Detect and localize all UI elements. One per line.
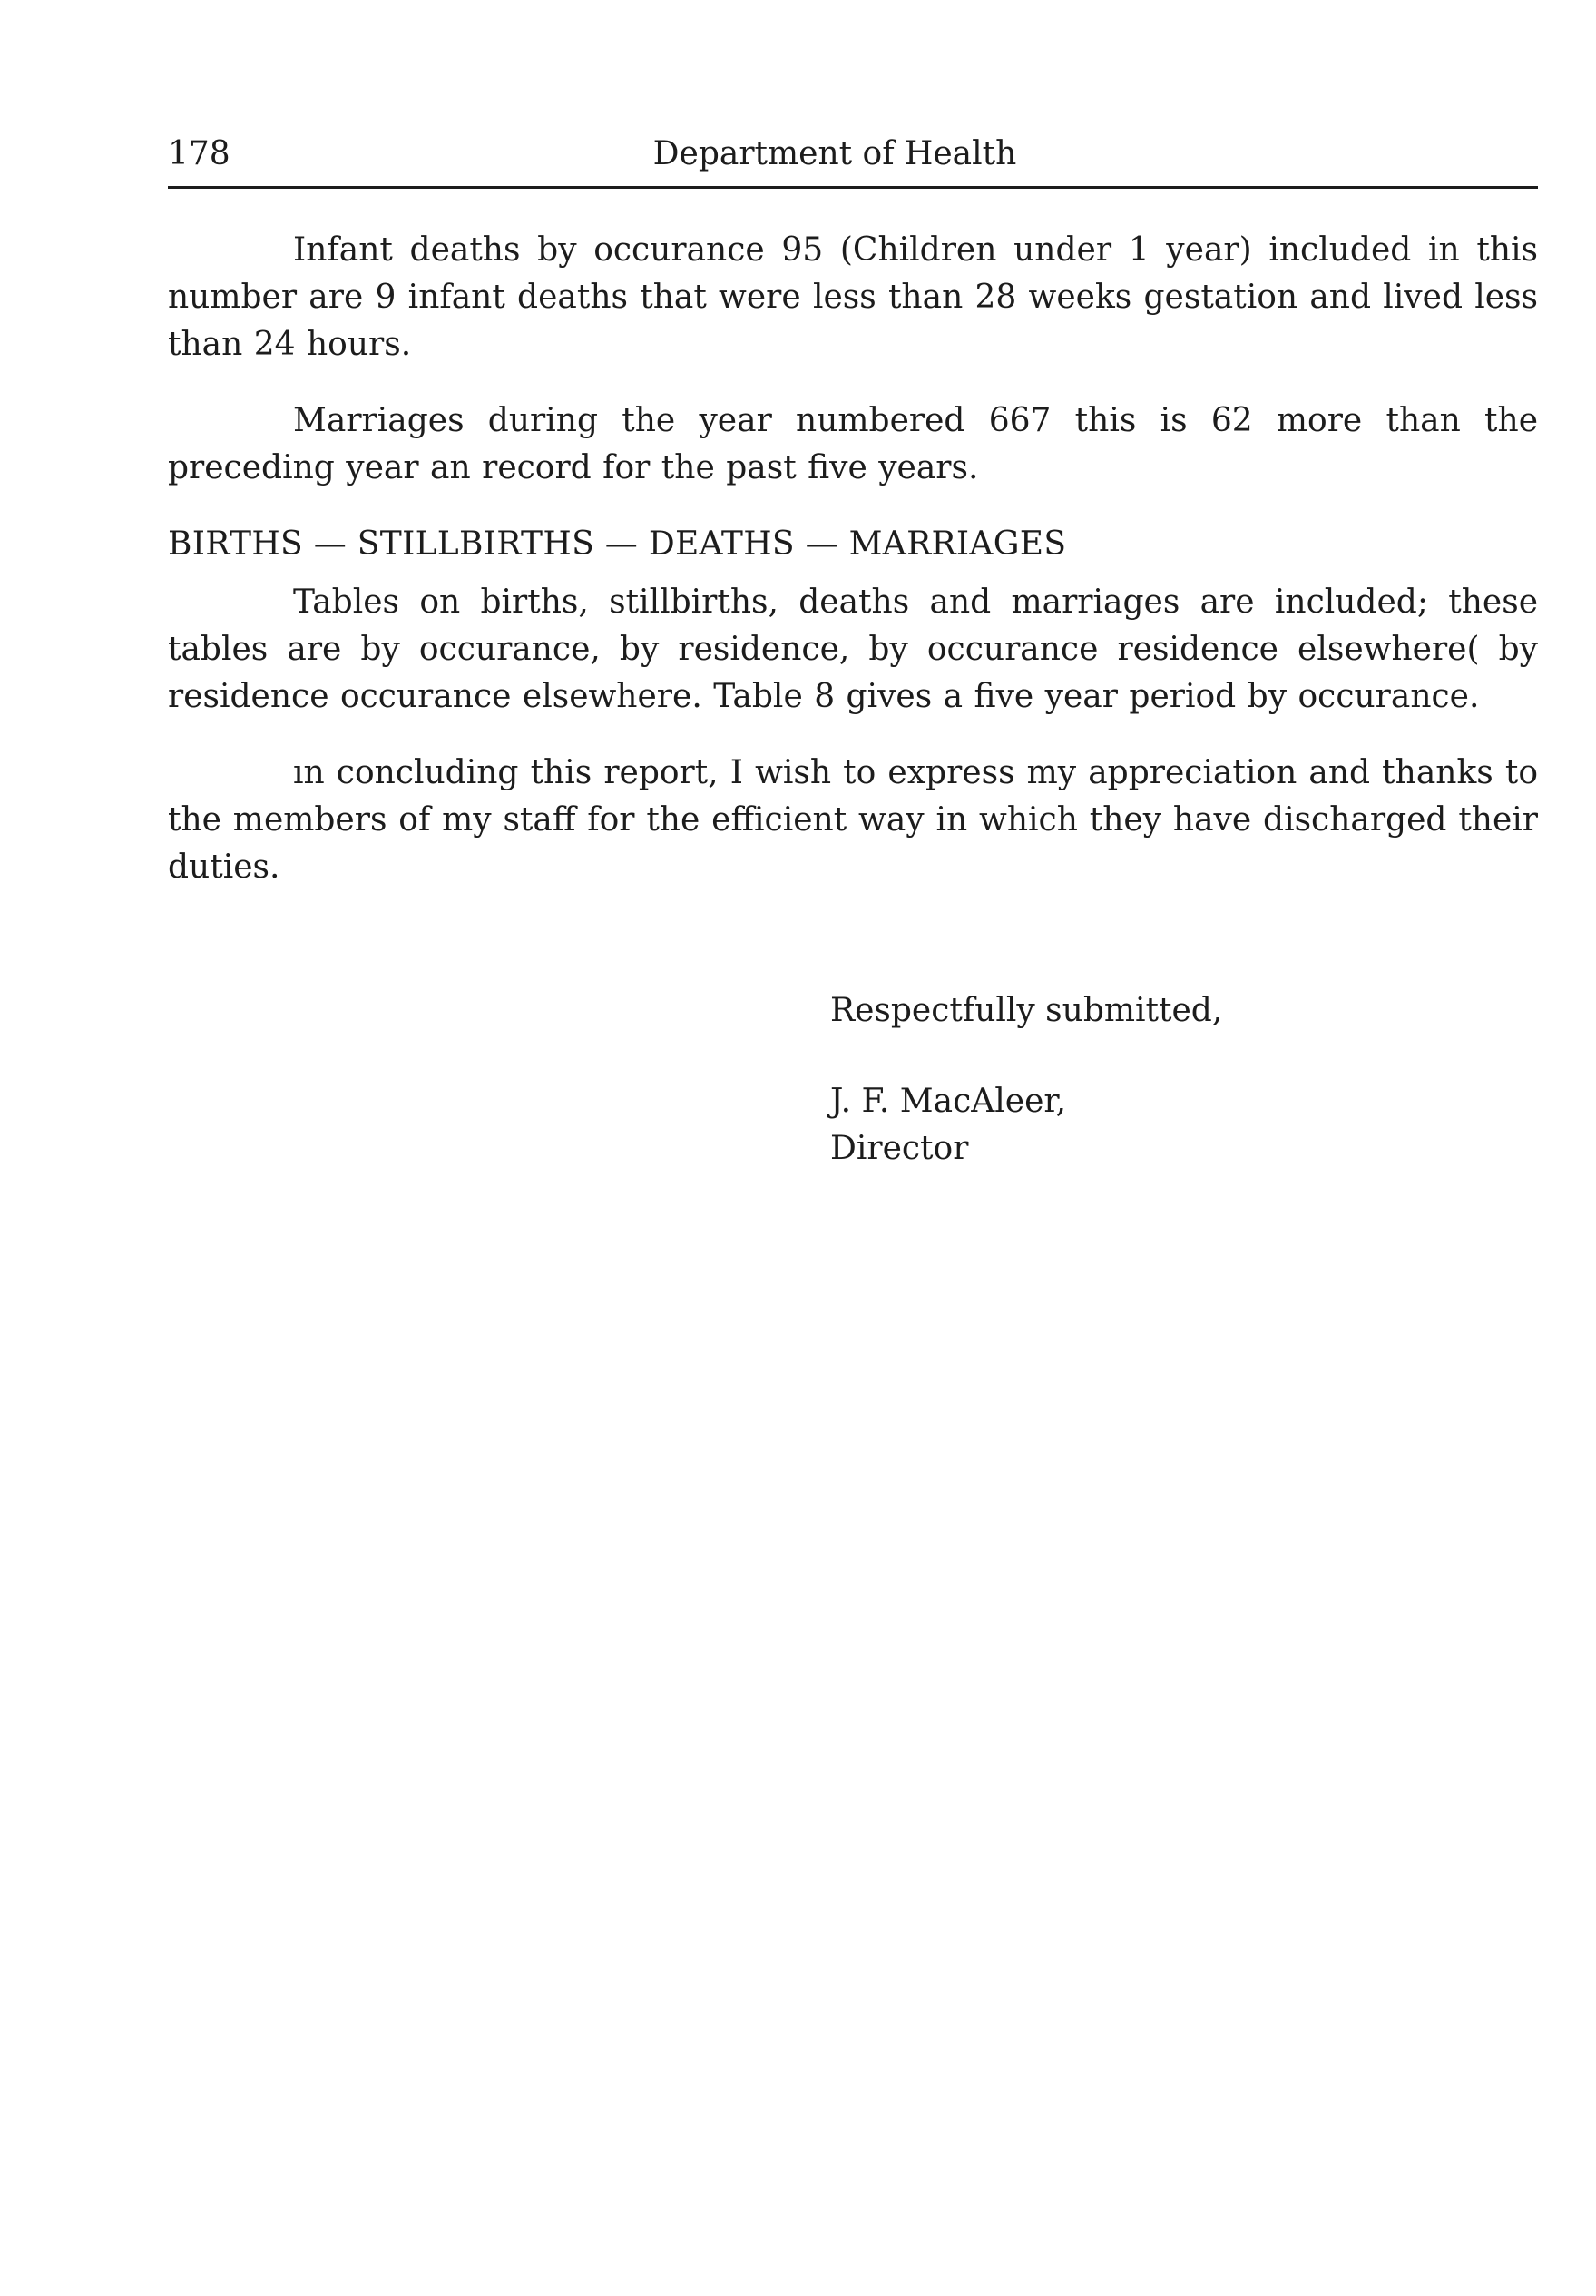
signatory-title: Director — [830, 1130, 969, 1167]
paragraph-marriages: Marriages during the year numbered 667 this is 62 more than the preceding year an record for the past five years. — [168, 402, 1538, 486]
section-heading: BIRTHS — STILLBIRTHS — DEATHS — MARRIAGES — [168, 525, 1067, 563]
paragraph-infant-deaths: Infant deaths by occurance 95 (Children under 1 year) included in this number are 9 infant deaths that were less than 28 weeks gestation and lived less than 24 hours. — [168, 231, 1538, 363]
signoff: Respectfully submitted, — [830, 992, 1223, 1029]
body-text — [168, 227, 1538, 920]
paragraph-tables: Tables on births, stillbirths, deaths and marriages are included; these tables are by occurance, by residence, by occurance residence elsewhere( by residence occurance elsewhere. Table 8 gives a five year period by occurance. — [168, 584, 1538, 715]
page-header — [168, 127, 1538, 182]
signatory-name: J. F. MacAleer, — [830, 1083, 1067, 1120]
paragraph-conclusion: ın concluding this report, I wish to express my appreciation and thanks to the members of my staff for the efficient way in which they have discharged their duties. — [168, 754, 1538, 886]
header-rule — [168, 186, 1538, 189]
running-head: Department of Health — [652, 135, 1017, 172]
page-number: 178 — [168, 135, 230, 172]
closing-block — [830, 987, 1222, 1173]
